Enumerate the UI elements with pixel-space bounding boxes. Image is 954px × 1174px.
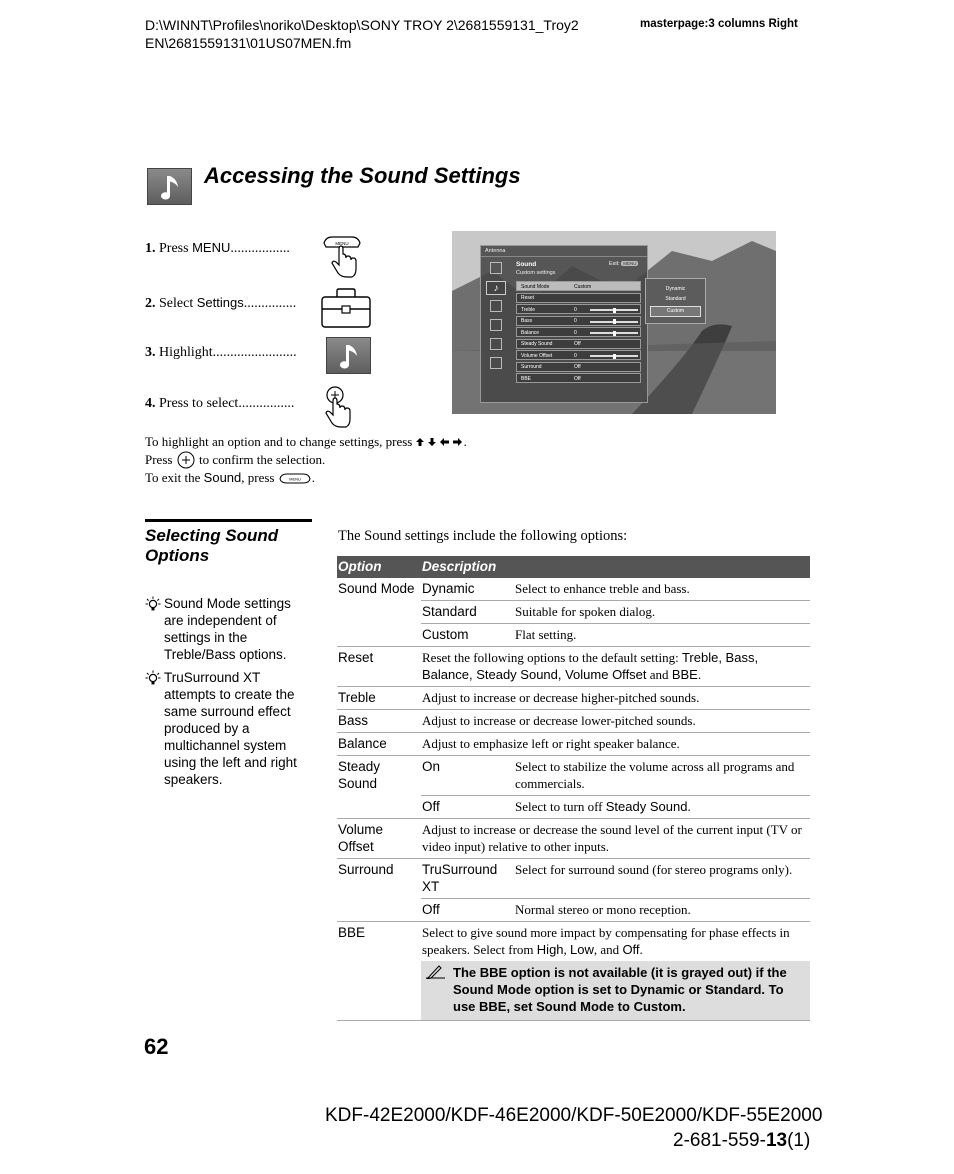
osd-exit-label: Exit: (609, 261, 620, 267)
sub-option: Dynamic (421, 578, 514, 601)
osd-menu-row[interactable] (516, 373, 641, 383)
osd-menu-row[interactable] (516, 362, 641, 372)
desc-text: , (563, 942, 571, 957)
masterpage-label: masterpage:3 columns Right (640, 18, 798, 30)
section-title: Selecting Sound Options (145, 526, 279, 565)
osd-exit-hint (609, 261, 638, 267)
desc-keyword: Treble, Bass, Balance, Steady Sound, Volume Offset (422, 650, 759, 682)
step-3 (145, 345, 297, 361)
option-description (421, 647, 810, 687)
select-button-press-icon (322, 385, 354, 429)
part-number-prefix: 2-681-559- (673, 1130, 766, 1151)
file-path-line-2: EN\2681559131\01US07MEN.fm (145, 35, 352, 51)
desc-text: Select to give sound more impact by compensating for phase effects in speakers. Select from (422, 925, 790, 957)
music-note-icon (147, 168, 192, 205)
svg-text:MENU: MENU (335, 241, 349, 246)
sound-options-table (337, 556, 810, 1021)
navigation-hints (145, 433, 467, 487)
osd-menu-row[interactable] (516, 339, 641, 349)
osd-slider[interactable] (590, 321, 638, 323)
osd-row-value: Off (574, 364, 581, 370)
step-number: 3. (145, 345, 156, 360)
osd-menu-row[interactable] (516, 350, 641, 360)
hint-line-2 (145, 451, 467, 469)
table-row (337, 733, 810, 756)
osd-panel (480, 245, 648, 403)
file-path-header (145, 16, 579, 52)
table-header-row (337, 556, 810, 578)
osd-option-popup (645, 278, 706, 324)
option-description: Suitable for spoken dialog. (514, 601, 810, 624)
part-number (673, 1130, 810, 1152)
hint-text: To exit the (145, 470, 204, 485)
music-note-icon (326, 337, 371, 374)
osd-slider-knob[interactable] (613, 319, 616, 324)
step-text: Press (159, 241, 193, 256)
osd-row-label: Volume Offset (521, 352, 553, 359)
desc-keyword: Steady Sound (605, 799, 688, 814)
desc-text: . (697, 667, 702, 682)
svg-text:MENU: MENU (288, 476, 301, 482)
osd-row-value: 0 (574, 306, 577, 313)
desc-text: . (639, 942, 643, 957)
option-description: Select to enhance treble and bass. (514, 578, 810, 601)
step-leader: ................ (238, 396, 295, 411)
osd-input-label: Antenna (485, 248, 506, 254)
tip-1 (145, 595, 310, 663)
osd-row-value: 0 (574, 352, 577, 359)
page-title: Accessing the Sound Settings (204, 163, 521, 188)
lightbulb-icon (145, 596, 161, 612)
menu-button-press-icon (322, 235, 362, 279)
osd-menu-row[interactable] (516, 293, 641, 303)
option-bass: Bass (337, 710, 421, 733)
option-volume-offset: Volume Offset (337, 819, 421, 859)
table-row (337, 687, 810, 710)
osd-row-value: Custom (574, 283, 592, 290)
osd-row-label: Steady Sound (521, 341, 553, 347)
table-row (337, 922, 810, 962)
option-bbe: BBE (337, 922, 421, 1021)
osd-heading: Sound (516, 261, 537, 268)
osd-row-label: Bass (521, 318, 533, 324)
hint-text: to confirm the selection. (198, 452, 326, 467)
desc-text: Select to turn off (515, 799, 606, 814)
table-row (337, 756, 810, 796)
hint-period: . (311, 470, 315, 485)
option-sound-mode: Sound Mode (338, 581, 415, 596)
arrow-keys-icon (416, 437, 464, 447)
desc-text: and (646, 667, 672, 682)
step-keyword: MENU (192, 240, 231, 255)
osd-rows (516, 281, 641, 385)
table-row (337, 710, 810, 733)
desc-text: , and (593, 942, 623, 957)
osd-row-value: Off (574, 375, 581, 382)
osd-row-label: Balance (521, 329, 540, 336)
tv-menu-screenshot (452, 231, 776, 414)
sub-option: TruSurround XT (421, 859, 514, 899)
option-description: Adjust to increase or decrease lower-pitched sounds. (421, 710, 810, 733)
header-description: Description (421, 556, 810, 578)
part-number-suffix: (1) (787, 1130, 811, 1151)
option-description: Select for surround sound (for stereo programs only). (514, 859, 810, 899)
option-steady-sound: Steady Sound (337, 756, 421, 819)
step-text: Press to select (159, 396, 239, 411)
table-row (337, 647, 810, 687)
channel-icon (490, 319, 502, 331)
step-leader: ................. (230, 241, 290, 256)
osd-slider-knob[interactable] (613, 354, 616, 359)
osd-row-label: BBE (521, 375, 532, 382)
hint-text: To highlight an option and to change settings, press (145, 434, 413, 449)
sub-option: Off (422, 799, 440, 814)
sub-option: Standard (421, 601, 514, 624)
step-number: 4. (145, 396, 156, 411)
osd-slider[interactable] (590, 355, 638, 357)
osd-popup-option[interactable]: Dynamic (665, 285, 686, 292)
bbe-note (421, 961, 810, 1021)
parent-lock-icon (490, 338, 502, 350)
option-balance: Balance (337, 733, 421, 756)
step-leader: ........................ (212, 345, 297, 360)
step-2 (145, 295, 296, 312)
osd-menu-row[interactable] (516, 304, 641, 314)
hint-line-3 (145, 469, 467, 487)
osd-side-icons (486, 262, 506, 382)
sub-option: Custom (422, 627, 469, 642)
osd-row-value: 0 (574, 318, 577, 324)
desc-text: . (687, 799, 691, 814)
hint-keyword: Sound (203, 470, 242, 485)
hint-period: . (463, 434, 467, 449)
desc-keyword: Low (570, 942, 594, 957)
part-number-revision: 13 (765, 1130, 788, 1151)
note-text: The BBE option is not available (it is grayed out) if the Sound Mode option is set to Dynamic or Standard. To use BBE, set Sound Mode to Custom. (453, 965, 787, 1014)
option-reset: Reset (337, 647, 421, 687)
osd-slider-knob[interactable] (613, 308, 616, 313)
toolbox-settings-icon (320, 287, 372, 329)
section-rule (145, 519, 312, 522)
desc-keyword: Off (622, 942, 640, 957)
option-description: Adjust to increase or decrease higher-pitched sounds. (421, 687, 810, 710)
option-description: Adjust to increase or decrease the sound level of the current input (TV or video input) relative to other inputs. (421, 819, 810, 859)
osd-popup-option[interactable]: Standard (665, 296, 686, 302)
option-description (514, 796, 810, 819)
osd-slider-knob[interactable] (613, 331, 616, 336)
osd-popup-option[interactable]: Custom (650, 306, 701, 317)
header-option: Option (337, 556, 421, 578)
option-description: Flat setting. (515, 627, 577, 642)
sub-option: Off (422, 902, 440, 917)
osd-menu-row[interactable] (516, 327, 641, 337)
step-number: 2. (145, 296, 156, 311)
screen-icon (490, 300, 502, 312)
osd-slider[interactable] (590, 309, 638, 311)
lightbulb-icon (145, 670, 161, 686)
step-keyword: Settings (196, 295, 244, 310)
osd-row-value: Off (574, 341, 581, 347)
osd-row-label: Sound Mode (521, 283, 550, 290)
step-4 (145, 396, 294, 412)
hint-text: Press (145, 452, 173, 467)
step-number: 1. (145, 241, 156, 256)
step-text: Select (159, 296, 197, 311)
sub-option: On (421, 756, 514, 796)
step-text: Highlight (159, 345, 213, 360)
osd-row-label: Surround (521, 364, 542, 370)
desc-keyword: BBE (671, 667, 698, 682)
desc-text: Reset the following options to the default setting: (422, 650, 682, 665)
hint-line-1 (145, 433, 467, 451)
table-row (337, 859, 810, 899)
osd-row-label: Reset (521, 295, 535, 301)
osd-row-value: 0 (574, 329, 577, 336)
desc-keyword: High (536, 942, 564, 957)
osd-menu-row[interactable] (516, 281, 641, 291)
option-treble: Treble (337, 687, 421, 710)
option-description: Adjust to emphasize left or right speaker balance. (421, 733, 810, 756)
select-button-icon (176, 451, 196, 469)
intro-text: The Sound settings include the following options: (338, 528, 628, 544)
step-1 (145, 240, 290, 257)
osd-menu-key: MENU (623, 261, 637, 266)
setup-icon (490, 357, 502, 369)
file-path-line-1: D:\WINNT\Profiles\noriko\Desktop\SONY TROY 2\2681559131_Troy2 (145, 17, 579, 33)
page-number: 62 (144, 1034, 169, 1059)
option-description: Normal stereo or mono reception. (515, 902, 691, 917)
tip-2 (145, 669, 310, 788)
osd-row-label: Treble (521, 306, 535, 313)
osd-subheading: Custom settings (516, 270, 556, 276)
hint-text: , press (241, 470, 275, 485)
tip-text: TruSurround XT attempts to create the same surround effect produced by a multichannel system using the left and right speakers. (164, 670, 297, 787)
model-numbers: KDF-42E2000/KDF-46E2000/KDF-50E2000/KDF-55E2000 (325, 1105, 823, 1126)
tip-text: Sound Mode settings are independent of settings in the Treble/Bass options. (164, 596, 291, 662)
osd-menu-row[interactable] (516, 316, 641, 326)
option-description (421, 922, 810, 962)
note-pencil-icon (425, 965, 447, 979)
table-row (337, 819, 810, 859)
step-leader: ............... (243, 296, 297, 311)
sound-icon[interactable]: ♪ (486, 281, 506, 295)
option-description: Select to stabilize the volume across all programs and commercials. (514, 756, 810, 796)
table-row (337, 578, 810, 601)
picture-icon (490, 262, 502, 274)
osd-slider[interactable] (590, 332, 638, 334)
menu-button-icon (278, 472, 312, 484)
option-surround: Surround (337, 859, 421, 922)
